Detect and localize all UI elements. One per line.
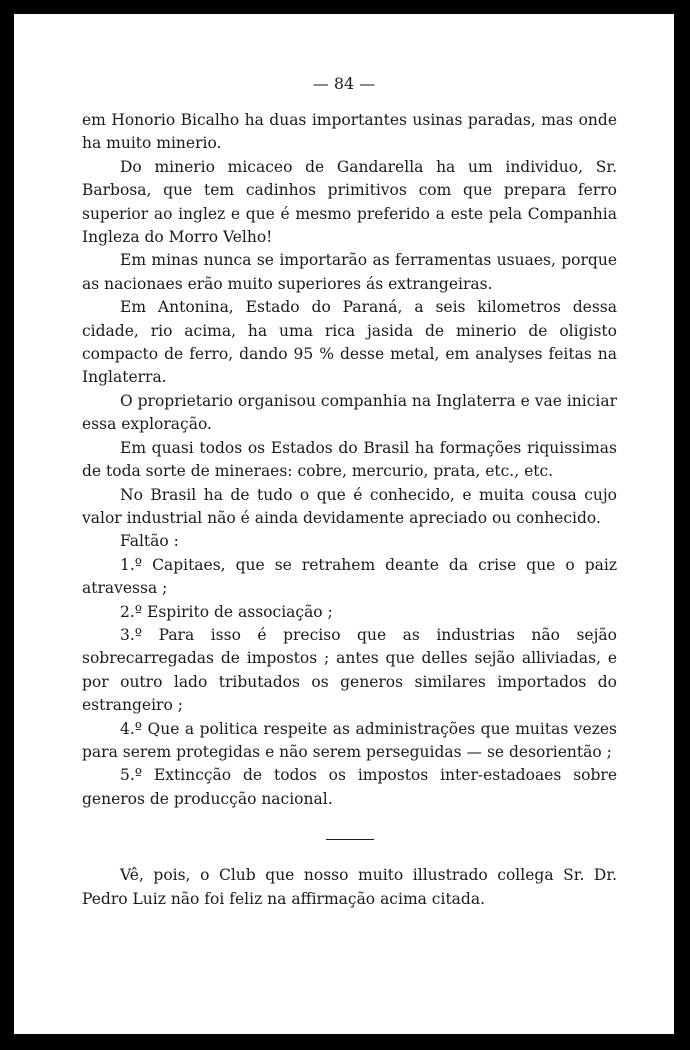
list-heading: Faltão : bbox=[120, 532, 179, 551]
page-body bbox=[82, 109, 617, 911]
closing-paragraph: Vê, pois, o Club que nosso muito illustrado collega Sr. Dr. Pedro Luiz não foi feliz na affirmação acima citada. bbox=[82, 866, 617, 908]
list-item: 1.º Capitaes, que se retrahem deante da crise que o paiz atravessa ; bbox=[82, 555, 617, 598]
paragraph: em Honorio Bicalho ha duas importantes usinas paradas, mas onde ha muito minerio. bbox=[82, 111, 617, 153]
list-item: 3.º Para isso é preciso que as industrias não sejão sobrecarregadas de impostos ; antes que delles sejão alliviadas, e por outro lado tributados os generos similares importados do estrangeiro ; bbox=[82, 625, 617, 715]
section-divider bbox=[326, 839, 374, 840]
paragraph: Em Antonina, Estado do Paraná, a seis kilometros dessa cidade, rio acima, ha uma rica jasida de minerio de oligisto compacto de ferro, dando 95 % desse metal, em analyses feitas na Inglaterra. bbox=[82, 298, 617, 387]
paragraph: No Brasil ha de tudo o que é conhecido, e muita cousa cujo valor industrial não é ainda devidamente apreciado ou conhecido. bbox=[82, 485, 617, 527]
paragraph: Do minerio micaceo de Gandarella ha um individuo, Sr. Barbosa, que tem cadinhos primitivos com que prepara ferro superior ao inglez e que é mesmo preferido a este pela Companhia Ingleza do Morro Velho! bbox=[82, 157, 617, 247]
paragraph: Em minas nunca se importarão as ferramentas usuaes, porque as nacionaes erão muito superiores ás extrangeiras. bbox=[82, 251, 617, 293]
page-number: — 84 — bbox=[312, 74, 376, 93]
paragraph: Em quasi todos os Estados do Brasil ha formações riquissimas de toda sorte de mineraes: cobre, mercurio, prata, etc., etc. bbox=[82, 438, 617, 481]
list-item: 5.º Extincção de todos os impostos inter-estadoaes sobre generos de producção nacional. bbox=[82, 766, 617, 808]
document-page bbox=[14, 14, 674, 1034]
paragraph: O proprietario organisou companhia na Inglaterra e vae iniciar essa exploração. bbox=[82, 391, 618, 434]
list-item: 4.º Que a politica respeite as administrações que muitas vezes para serem protegidas e não serem perseguidas — se desorientão ; bbox=[82, 719, 617, 761]
list-item: 2.º Espirito de associação ; bbox=[120, 602, 333, 621]
